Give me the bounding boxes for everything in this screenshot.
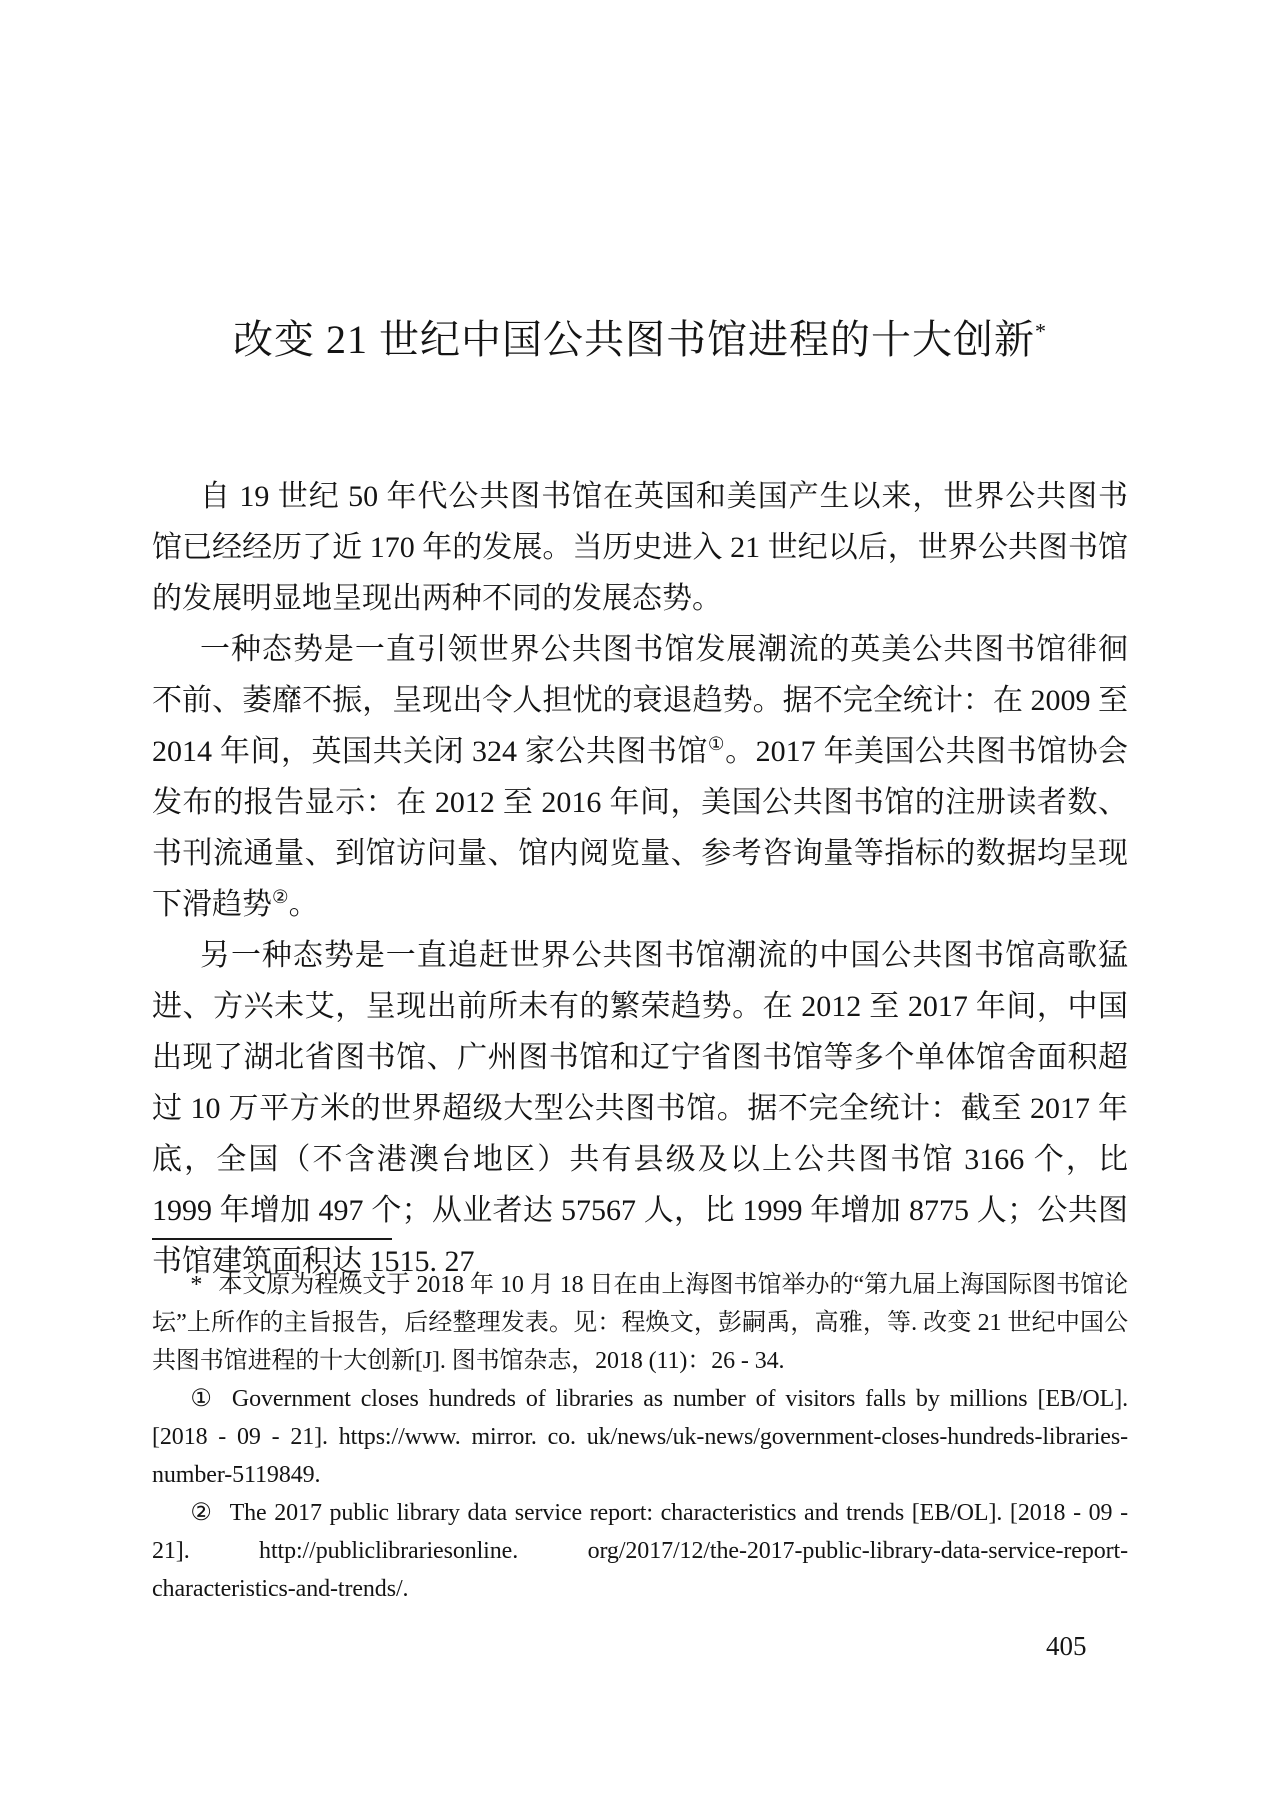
footnote-divider — [152, 1238, 392, 1240]
footnote-marker: ① — [190, 1386, 216, 1412]
footnote-text: Government closes hundreds of libraries as number of visitors falls by millions [EB/OL]. [2018 - 09 - 21]. https://www. mirror. co. uk/news/uk-news/government-closes-hundreds-libraries-number-5119849. — [152, 1386, 1128, 1488]
article-title — [152, 314, 1128, 366]
page-number: 405 — [1046, 1631, 1087, 1661]
footnote-ref-1: ① — [707, 734, 726, 755]
paragraph-3 — [152, 930, 1128, 1287]
text-segment: 。2017 年美国公共图书馆协会发布的报告显示：在 2012 至 2016 年间，美国公共图书馆的注册读者数、书刊流通量、到馆访问量、馆内阅览量、参考咨询量等指标的数据均呈现下滑趋势 — [152, 735, 1129, 921]
footnote-ref-2: ② — [272, 887, 289, 908]
footnotes-section — [152, 1266, 1128, 1608]
title-footnote-marker: * — [1035, 318, 1047, 344]
footnote-marker: ② — [190, 1500, 214, 1526]
footnote-marker: * — [190, 1272, 203, 1298]
text-segment: 。 — [288, 888, 319, 921]
article-title-text: 改变 21 世纪中国公共图书馆进程的十大创新 — [233, 317, 1035, 362]
paragraph-1 — [152, 471, 1128, 624]
footnote-text: 本文原为程焕文于 2018 年 10 月 18 日在由上海图书馆举办的“第九届上海国际图书馆论坛”上所作的主旨报告，后经整理发表。见：程焕文，彭嗣禹，高雅，等. 改变 21 世纪中国公共图书馆进程的十大创新[J]. 图书馆杂志，2018 (11)：26 - 34. — [152, 1272, 1128, 1374]
footnote-1 — [152, 1380, 1128, 1494]
footnote-star — [152, 1266, 1128, 1380]
footnote-2 — [152, 1494, 1128, 1608]
text-segment: 另一种态势是一直追赶世界公共图书馆潮流的中国公共图书馆高歌猛进、方兴未艾，呈现出前所未有的繁荣趋势。在 2012 至 2017 年间，中国出现了湖北省图书馆、广州图书馆和辽宁省图书馆等多个单体馆舍面积超过 10 万平方米的世界超级大型公共图书馆。据不完全统计：截至 2017 年底，全国（不含港澳台地区）共有县级及以上公共图书馆 3166 个，比 1999 年增加 497 个；从业者达 57567 人，比 1999 年增加 8775 人；公共图书馆建筑面积达 1515. 27 — [152, 939, 1128, 1278]
footnote-text: The 2017 public library data service report: characteristics and trends [EB/OL]. [2018 - 09 - 21]. http://publiclibrariesonline. org/2017/12/the-2017-public-library-data-service-report-characteristics-and-trends/. — [152, 1500, 1128, 1602]
text-segment: 一种态势是一直引领世界公共图书馆发展潮流的英美公共图书馆徘徊不前、萎靡不振，呈现出令人担忧的衰退趋势。据不完全统计：在 2009 至 2014 年间，英国共关闭 324 家公共图书馆 — [152, 633, 1128, 768]
text-segment: 自 19 世纪 50 年代公共图书馆在英国和美国产生以来，世界公共图书馆已经经历了近 170 年的发展。当历史进入 21 世纪以后，世界公共图书馆的发展明显地呈现出两种不同的发展态势。 — [152, 480, 1128, 615]
article-body — [152, 471, 1128, 1287]
paragraph-2 — [152, 624, 1128, 930]
